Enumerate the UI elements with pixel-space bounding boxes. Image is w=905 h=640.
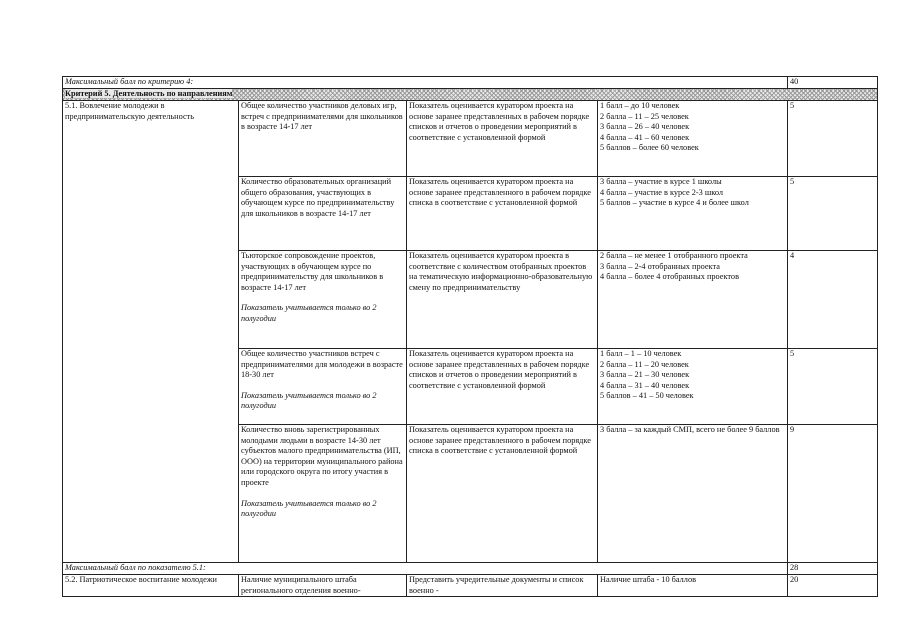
method-cell: Показатель оценивается куратором проекта на основе заранее представленных в рабочем порядке списков и отчетов о проведении мероприятий в соответствие с установленной формой <box>407 349 598 425</box>
method-cell: Показатель оценивается куратором проекта на основе заранее представленного в рабочем порядке списка в соответствие с установленной формой <box>407 425 598 563</box>
criteria-table <box>62 76 878 597</box>
method-cell: Представить учредительные документы и список военно - <box>407 575 598 597</box>
max-cell: 20 <box>788 575 878 597</box>
indicator-cell: Общее количество участников деловых игр, встреч с предпринимателями для школьников в возрасте 14-17 лет <box>239 101 407 177</box>
max-cell: 9 <box>788 425 878 563</box>
method-cell: Показатель оценивается куратором проекта в соответствие с количеством отобранных проектов на тематическую информационно-образовательную смену по предпринимательству <box>407 251 598 349</box>
indicator-note: Показатель учитывается только во 2 полугодии <box>241 390 377 411</box>
indicator-cell: Общее количество участников встреч с предпринимателями для молодежи в возрасте 18-30 лет Показатель учитывается только во 2 полугодии <box>239 349 407 425</box>
indicator-cell: Тьюторское сопровождение проектов, участвующих в обучающем курсе по предпринимательству для школьников в возрасте 14-17 лет Показатель учитывается только во 2 полугодии <box>239 251 407 349</box>
indicator-note: Показатель учитывается только во 2 полугодии <box>241 498 377 519</box>
max-score-value: 40 <box>788 77 878 89</box>
scoring-cell: 3 балла – участие в курсе 1 школы 4 балла – участие в курсе 2-3 школ 5 баллов – участие в курсе 4 и более школ <box>598 177 788 251</box>
max-cell: 5 <box>788 177 878 251</box>
scoring-cell: 1 балл – 1 – 10 человек 2 балла – 11 – 20 человек 3 балла – 21 – 30 человек 4 балла – 31 – 40 человек 5 баллов – 41 – 50 человек <box>598 349 788 425</box>
section-title: 5.1. Вовлечение молодежи в предпринимательскую деятельность <box>63 101 239 563</box>
scoring-cell: 2 балла – не менее 1 отобранного проекта 3 балла – 2-4 отобранных проекта 4 балла – более 4 отобранных проектов <box>598 251 788 349</box>
scoring-cell: Наличие штаба - 10 баллов <box>598 575 788 597</box>
max-cell: 5 <box>788 101 878 177</box>
indicator-note: Показатель учитывается только во 2 полугодии <box>241 303 377 323</box>
max-score-row <box>63 77 878 89</box>
scoring-cell: 3 балла – за каждый СМП, всего не более 9 баллов <box>598 425 788 563</box>
max-cell: 5 <box>788 349 878 425</box>
max-score-label: Максимальный балл по критерию 4: <box>63 77 788 89</box>
criterion-title: Критерий 5. Деятельность по направлениям <box>63 89 878 101</box>
table-row <box>63 101 878 177</box>
table-row <box>63 575 878 597</box>
scoring-cell: 1 балл – до 10 человек 2 балла – 11 – 25 человек 3 балла – 26 – 40 человек 4 балла – 41 – 60 человек 5 баллов – более 60 человек <box>598 101 788 177</box>
max-score-value: 28 <box>788 563 878 575</box>
method-cell: Показатель оценивается куратором проекта на основе заранее представленного в рабочем порядке списка в соответствие с установленной формой <box>407 177 598 251</box>
method-cell: Показатель оценивается куратором проекта на основе заранее представленных в рабочем порядке списков и отчетов о проведении мероприятий в соответствие с установленной формой <box>407 101 598 177</box>
max-score-row <box>63 563 878 575</box>
section-title: 5.2. Патриотическое воспитание молодежи <box>63 575 239 597</box>
criterion-header-row <box>63 89 878 101</box>
indicator-cell: Наличие муниципального штаба регионального отделения военно- <box>239 575 407 597</box>
indicator-cell: Количество образовательных организаций общего образования, участвующих в обучающем курсе по предпринимательству для школьников в возрасте 14-17 лет <box>239 177 407 251</box>
max-score-label: Максимальный балл по показателю 5.1: <box>63 563 788 575</box>
indicator-cell: Количество вновь зарегистрированных молодыми людьми в возрасте 14-30 лет субъектов малого предпринимательства (ИП, ООО) на территории муниципального района или городского округа по итогу участия в проекте Показатель учитывается только во 2 полугодии <box>239 425 407 563</box>
max-cell: 4 <box>788 251 878 349</box>
